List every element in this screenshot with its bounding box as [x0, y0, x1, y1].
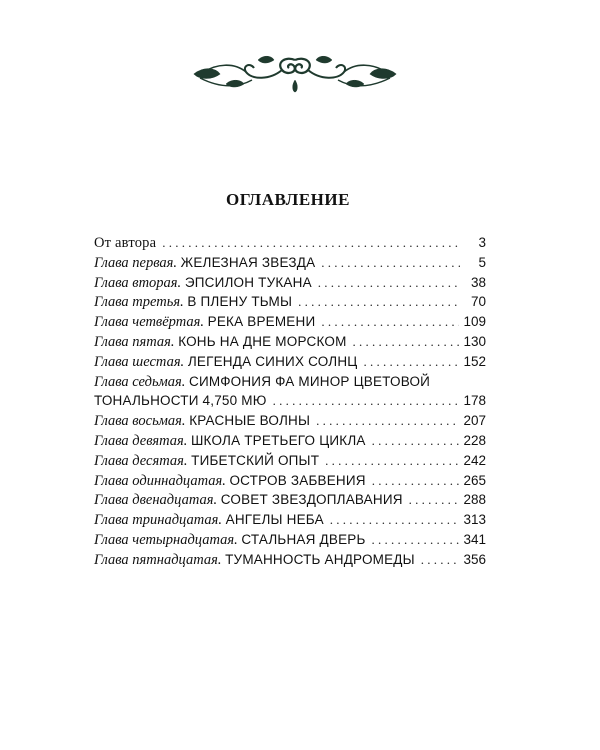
toc-title: СИМФОНИЯ ФА МИНОР ЦВЕТОВОЙ: [189, 373, 431, 389]
toc-entry: [94, 312, 486, 332]
toc-page: 178: [463, 393, 486, 409]
toc-entry: [94, 451, 486, 471]
toc-chapter: Глава четвёртая.: [94, 314, 204, 331]
toc-title: АНГЕЛЫ НЕБА: [225, 512, 324, 528]
toc-title-continued: ТОНАЛЬНОСТИ 4,750 МЮ: [94, 393, 267, 409]
toc-page: 3: [478, 235, 486, 250]
toc-page: 356: [463, 551, 486, 567]
toc-title: В ПЛЕНУ ТЬМЫ: [187, 294, 293, 310]
leader-dots: [316, 411, 459, 431]
toc-entry: [94, 352, 486, 372]
toc-entry: [94, 253, 486, 273]
leader-dots: [318, 273, 460, 293]
decorative-ornament: [190, 50, 400, 96]
toc-title: КРАСНЫЕ ВОЛНЫ: [189, 413, 311, 429]
toc-page: 341: [463, 531, 486, 547]
leader-dots: [298, 292, 460, 312]
toc-entry: [94, 273, 486, 293]
toc-entry: [94, 530, 486, 550]
toc-title: ШКОЛА ТРЕТЬЕГО ЦИКЛА: [190, 432, 366, 448]
toc-title: ЖЕЛЕЗНАЯ ЗВЕЗДА: [180, 254, 316, 270]
toc-title: ТУМАННОСТЬ АНДРОМЕДЫ: [225, 551, 415, 567]
toc-page: 228: [463, 432, 486, 448]
table-of-contents: [94, 233, 486, 570]
toc-page: 265: [463, 472, 486, 488]
toc-chapter: Глава четырнадцатая.: [94, 531, 238, 548]
leader-dots: [330, 510, 460, 530]
toc-chapter: Глава тринадцатая.: [94, 512, 222, 529]
toc-entry: [94, 292, 486, 312]
toc-entry: [94, 411, 486, 431]
toc-page: 70: [470, 294, 486, 310]
toc-page: 38: [470, 274, 486, 290]
leader-dots: [409, 490, 460, 510]
toc-chapter: Глава третья.: [94, 294, 184, 311]
toc-entry: [94, 550, 486, 570]
toc-entry-multiline: [94, 372, 486, 412]
toc-entry: [94, 471, 486, 491]
toc-title: ОСТРОВ ЗАБВЕНИЯ: [229, 472, 366, 488]
leader-dots: [372, 431, 460, 451]
toc-page: 130: [463, 333, 486, 349]
toc-entry: [94, 510, 486, 530]
leader-dots: [321, 253, 460, 273]
toc-page: 288: [463, 492, 486, 508]
toc-chapter: Глава первая.: [94, 254, 178, 271]
toc-chapter: Глава восьмая.: [94, 413, 186, 430]
leader-dots: [421, 550, 460, 570]
toc-page: 109: [463, 314, 486, 330]
leader-dots: [372, 530, 460, 550]
toc-title: ТИБЕТСКИЙ ОПЫТ: [191, 452, 320, 468]
leader-dots: [325, 451, 459, 471]
toc-chapter: Глава пятая.: [94, 333, 175, 350]
toc-chapter: Глава вторая.: [94, 274, 182, 291]
toc-title: ЭПСИЛОН ТУКАНА: [184, 274, 312, 290]
toc-page: 207: [463, 413, 486, 429]
toc-entry: [94, 431, 486, 451]
toc-entry: [94, 490, 486, 510]
toc-page: 152: [463, 353, 486, 369]
toc-title: КОНЬ НА ДНЕ МОРСКОМ: [178, 333, 347, 349]
toc-chapter: Глава седьмая.: [94, 373, 186, 390]
leader-dots: [372, 471, 460, 491]
toc-chapter: Глава десятая.: [94, 452, 188, 469]
toc-page: 313: [463, 512, 486, 528]
toc-chapter: Глава пятнадцатая.: [94, 551, 222, 568]
toc-title: ЛЕГЕНДА СИНИХ СОЛНЦ: [187, 353, 358, 369]
toc-title: От автора: [94, 235, 157, 251]
toc-title: СТАЛЬНАЯ ДВЕРЬ: [241, 531, 366, 547]
toc-title: СОВЕТ ЗВЕЗДОПЛАВАНИЯ: [220, 492, 403, 508]
leader-dots: [273, 391, 460, 411]
toc-chapter: Глава девятая.: [94, 432, 188, 449]
leader-dots: [321, 312, 459, 332]
leader-dots: [162, 233, 460, 253]
toc-chapter: Глава одиннадцатая.: [94, 472, 226, 489]
toc-title: РЕКА ВРЕМЕНИ: [207, 314, 316, 330]
toc-chapter: Глава шестая.: [94, 353, 185, 370]
leader-dots: [364, 352, 460, 372]
leader-dots: [353, 332, 460, 352]
toc-heading: ОГЛАВЛЕНИЕ: [226, 190, 350, 209]
toc-entry: [94, 233, 486, 253]
toc-chapter: Глава двенадцатая.: [94, 492, 218, 509]
toc-entry: [94, 332, 486, 352]
toc-page: 5: [478, 254, 486, 270]
toc-page: 242: [463, 452, 486, 468]
